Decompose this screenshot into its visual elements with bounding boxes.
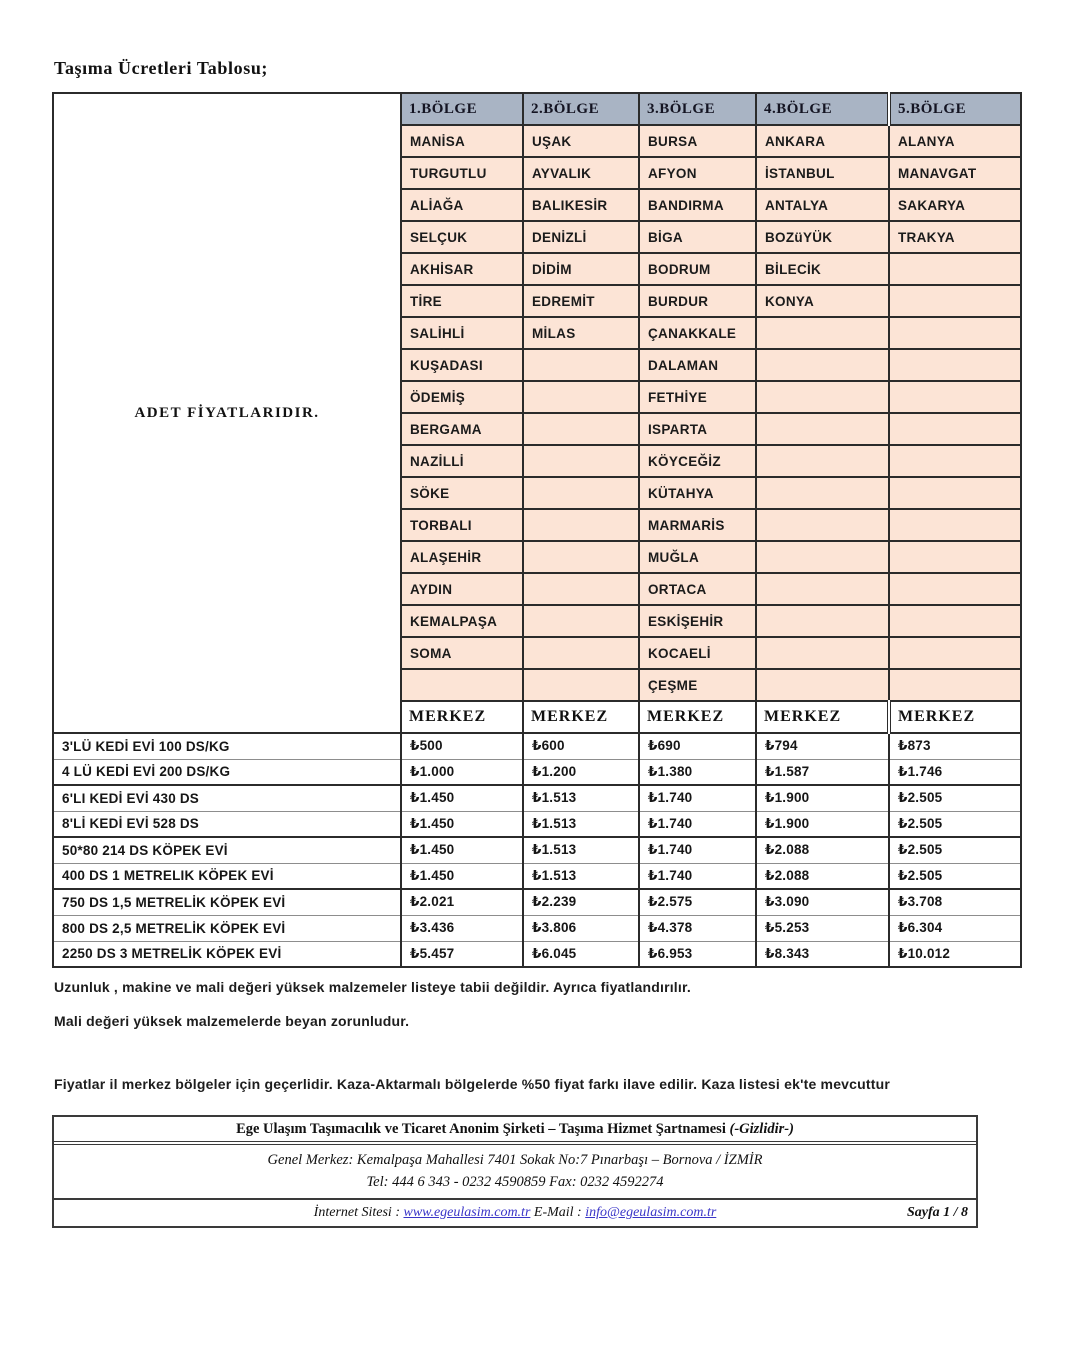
city-cell: KÖYCEĞİZ [639, 445, 756, 477]
city-cell: KEMALPAŞA [401, 605, 523, 637]
price-row [53, 785, 1021, 811]
city-cell-empty [889, 413, 1021, 445]
price-cell: ₺2.505 [889, 837, 1021, 863]
region-header-3: 3.BÖLGE [639, 93, 756, 125]
city-cell: UŞAK [523, 125, 639, 157]
price-cell: ₺6.045 [523, 941, 639, 967]
price-cell: ₺1.000 [401, 759, 523, 785]
city-cell-empty [523, 381, 639, 413]
city-cell-empty [756, 477, 889, 509]
city-cell-empty [756, 669, 889, 701]
city-cell-empty [756, 573, 889, 605]
website-link[interactable]: www.egeulasim.com.tr [403, 1204, 531, 1220]
price-cell: ₺1.450 [401, 811, 523, 837]
city-cell: NAZİLLİ [401, 445, 523, 477]
city-cell-empty [523, 605, 639, 637]
city-cell: KOCAELİ [639, 637, 756, 669]
product-name: 2250 DS 3 METRELİK KÖPEK EVİ [53, 941, 401, 967]
city-cell: SAKARYA [889, 189, 1021, 221]
company-tel-fax: Tel: 444 6 343 - 0232 4590859 Fax: 0232 4592274 [366, 1174, 664, 1191]
city-cell: SOMA [401, 637, 523, 669]
city-cell: MUĞLA [639, 541, 756, 573]
city-cell-empty [889, 637, 1021, 669]
city-cell-empty [401, 669, 523, 701]
city-cell-empty [756, 413, 889, 445]
city-cell: DİDİM [523, 253, 639, 285]
city-cell-empty [523, 349, 639, 381]
city-cell-empty [889, 477, 1021, 509]
city-cell-empty [889, 573, 1021, 605]
price-cell: ₺1.450 [401, 785, 523, 811]
city-cell-empty [523, 669, 639, 701]
city-cell-empty [523, 637, 639, 669]
region-header-5: 5.BÖLGE [889, 93, 1021, 125]
city-cell-empty [756, 445, 889, 477]
company-title-line [54, 1117, 976, 1145]
price-cell: ₺3.090 [756, 889, 889, 915]
city-cell: AYDIN [401, 573, 523, 605]
city-cell-empty [889, 317, 1021, 349]
city-cell: ÇEŞME [639, 669, 756, 701]
price-row [53, 863, 1021, 889]
footnotes [52, 978, 1020, 1100]
price-cell: ₺8.343 [756, 941, 889, 967]
city-cell: BURSA [639, 125, 756, 157]
city-cell-empty [523, 573, 639, 605]
price-cell: ₺2.239 [523, 889, 639, 915]
product-name: 8'Lİ KEDİ EVİ 528 DS [53, 811, 401, 837]
city-cell-empty [523, 541, 639, 573]
price-cell: ₺6.953 [639, 941, 756, 967]
city-cell: MANİSA [401, 125, 523, 157]
price-cell: ₺1.513 [523, 863, 639, 889]
price-cell: ₺690 [639, 733, 756, 759]
price-cell: ₺4.378 [639, 915, 756, 941]
city-cell: İSTANBUL [756, 157, 889, 189]
price-row [53, 889, 1021, 915]
city-cell-empty [889, 445, 1021, 477]
page-number: Sayfa 1 / 8 [906, 1204, 968, 1220]
price-cell: ₺1.740 [639, 837, 756, 863]
product-name: 4 LÜ KEDİ EVİ 200 DS/KG [53, 759, 401, 785]
city-cell-empty [889, 541, 1021, 573]
price-row [53, 811, 1021, 837]
city-cell: ALİAĞA [401, 189, 523, 221]
product-name: 6'LI KEDİ EVİ 430 DS [53, 785, 401, 811]
product-name: 400 DS 1 METRELIK KÖPEK EVİ [53, 863, 401, 889]
city-cell: TİRE [401, 285, 523, 317]
city-cell: ÇANAKKALE [639, 317, 756, 349]
email-label: E-Mail : [530, 1204, 586, 1220]
website-label: İnternet Sitesi : [313, 1204, 404, 1220]
price-cell: ₺2.505 [889, 811, 1021, 837]
city-cell: BODRUM [639, 253, 756, 285]
city-cell: MİLAS [523, 317, 639, 349]
city-cell: SALİHLİ [401, 317, 523, 349]
region-header-4: 4.BÖLGE [756, 93, 889, 125]
city-cell: BANDIRMA [639, 189, 756, 221]
price-cell: ₺1.450 [401, 863, 523, 889]
city-cell: FETHİYE [639, 381, 756, 413]
adet-fiyatlari-cell: ADET FİYATLARIDIR. [53, 93, 401, 733]
price-cell: ₺1.900 [756, 785, 889, 811]
city-cell: ANTALYA [756, 189, 889, 221]
city-cell-empty [756, 381, 889, 413]
price-cell: ₺5.253 [756, 915, 889, 941]
price-cell: ₺1.513 [523, 785, 639, 811]
city-cell: BURDUR [639, 285, 756, 317]
city-cell-empty [889, 381, 1021, 413]
city-cell-empty [889, 669, 1021, 701]
price-cell: ₺6.304 [889, 915, 1021, 941]
city-cell: SÖKE [401, 477, 523, 509]
city-cell: SELÇUK [401, 221, 523, 253]
product-name: 750 DS 1,5 METRELİK KÖPEK EVİ [53, 889, 401, 915]
company-contact-lines [54, 1145, 976, 1200]
city-cell: ANKARA [756, 125, 889, 157]
page-title: Taşıma Ücretleri Tablosu; [54, 58, 269, 78]
city-cell: ÖDEMİŞ [401, 381, 523, 413]
price-cell: ₺1.740 [639, 863, 756, 889]
city-cell-empty [756, 541, 889, 573]
city-cell: BOZüYÜK [756, 221, 889, 253]
pricing-table [52, 92, 1022, 968]
city-cell: ALANYA [889, 125, 1021, 157]
price-cell: ₺1.740 [639, 811, 756, 837]
price-cell: ₺794 [756, 733, 889, 759]
city-cell: TRAKYA [889, 221, 1021, 253]
region-header-1: 1.BÖLGE [401, 93, 523, 125]
city-cell: KÜTAHYA [639, 477, 756, 509]
city-cell: AFYON [639, 157, 756, 189]
city-cell-empty [523, 477, 639, 509]
city-cell: KUŞADASI [401, 349, 523, 381]
price-cell: ₺600 [523, 733, 639, 759]
price-cell: ₺2.088 [756, 837, 889, 863]
note-declaration: Mali değeri yüksek malzemelerde beyan zorunludur. [54, 1012, 410, 1029]
city-cell: MARMARİS [639, 509, 756, 541]
city-cell-empty [523, 413, 639, 445]
price-row [53, 941, 1021, 967]
confidential-label: (-Gizlidir-) [729, 1120, 794, 1137]
city-cell-empty [889, 509, 1021, 541]
city-cell: BERGAMA [401, 413, 523, 445]
price-cell: ₺1.513 [523, 837, 639, 863]
price-cell: ₺1.746 [889, 759, 1021, 785]
price-row [53, 915, 1021, 941]
merkez-cell: MERKEZ [401, 701, 523, 733]
price-cell: ₺1.200 [523, 759, 639, 785]
product-name: 800 DS 2,5 METRELİK KÖPEK EVİ [53, 915, 401, 941]
price-cell: ₺2.505 [889, 863, 1021, 889]
city-cell-empty [523, 509, 639, 541]
price-cell: ₺1.900 [756, 811, 889, 837]
city-cell: EDREMİT [523, 285, 639, 317]
price-row [53, 733, 1021, 759]
company-name: Ege Ulaşım Taşımacılık ve Ticaret Anonim Şirketi – Taşıma Hizmet Şartnamesi [236, 1120, 730, 1137]
city-cell: MANAVGAT [889, 157, 1021, 189]
note-pricing-exclusions: Uzunluk , makine ve mali değeri yüksek malzemeler listeye tabii değildir. Ayrıca fiyatlandırılır. [54, 979, 691, 995]
merkez-cell: MERKEZ [889, 701, 1021, 733]
price-cell: ₺2.088 [756, 863, 889, 889]
city-cell: ESKİŞEHİR [639, 605, 756, 637]
city-cell: BİLECİK [756, 253, 889, 285]
city-cell: TURGUTLU [401, 157, 523, 189]
city-cell: KONYA [756, 285, 889, 317]
city-cell: DALAMAN [639, 349, 756, 381]
merkez-cell: MERKEZ [756, 701, 889, 733]
price-cell: ₺1.587 [756, 759, 889, 785]
city-cell-empty [889, 605, 1021, 637]
company-address: Genel Merkez: Kemalpaşa Mahallesi 7401 Sokak No:7 Pınarbaşı – Bornova / İZMİR [267, 1151, 763, 1168]
city-cell: ISPARTA [639, 413, 756, 445]
product-name: 3'LÜ KEDİ EVİ 100 DS/KG [53, 733, 401, 759]
city-cell-empty [756, 509, 889, 541]
city-cell: BİGA [639, 221, 756, 253]
price-cell: ₺1.740 [639, 785, 756, 811]
price-cell: ₺1.513 [523, 811, 639, 837]
footer-links-row [54, 1200, 976, 1226]
city-cell: ALAŞEHİR [401, 541, 523, 573]
city-cell: BALIKESİR [523, 189, 639, 221]
merkez-cell: MERKEZ [639, 701, 756, 733]
merkez-cell: MERKEZ [523, 701, 639, 733]
city-cell: AKHİSAR [401, 253, 523, 285]
region-header-2: 2.BÖLGE [523, 93, 639, 125]
email-link[interactable]: info@egeulasim.com.tr [585, 1204, 717, 1220]
city-cell: TORBALI [401, 509, 523, 541]
price-cell: ₺5.457 [401, 941, 523, 967]
price-row [53, 759, 1021, 785]
price-cell: ₺1.380 [639, 759, 756, 785]
city-cell-empty [756, 317, 889, 349]
product-name: 50*80 214 DS KÖPEK EVİ [53, 837, 401, 863]
city-cell: AYVALIK [523, 157, 639, 189]
region-header-row [53, 93, 1021, 125]
price-cell: ₺1.450 [401, 837, 523, 863]
city-cell: DENİZLİ [523, 221, 639, 253]
price-cell: ₺3.806 [523, 915, 639, 941]
footer-box [52, 1115, 978, 1228]
city-cell-empty [889, 349, 1021, 381]
price-cell: ₺3.436 [401, 915, 523, 941]
city-cell-empty [756, 349, 889, 381]
city-cell: ORTACA [639, 573, 756, 605]
price-cell: ₺10.012 [889, 941, 1021, 967]
city-cell-empty [756, 637, 889, 669]
note-center-regions: Fiyatlar il merkez bölgeler için geçerlidir. Kaza-Aktarmalı bölgelerde %50 fiyat farkı ilave edilir. Kaza listesi ek'te mevcuttur [54, 1075, 891, 1092]
price-row [53, 837, 1021, 863]
price-cell: ₺3.708 [889, 889, 1021, 915]
price-cell: ₺873 [889, 733, 1021, 759]
price-cell: ₺2.021 [401, 889, 523, 915]
price-cell: ₺2.505 [889, 785, 1021, 811]
city-cell-empty [756, 605, 889, 637]
city-cell-empty [889, 253, 1021, 285]
city-cell-empty [523, 445, 639, 477]
price-cell: ₺500 [401, 733, 523, 759]
city-cell-empty [889, 285, 1021, 317]
price-cell: ₺2.575 [639, 889, 756, 915]
